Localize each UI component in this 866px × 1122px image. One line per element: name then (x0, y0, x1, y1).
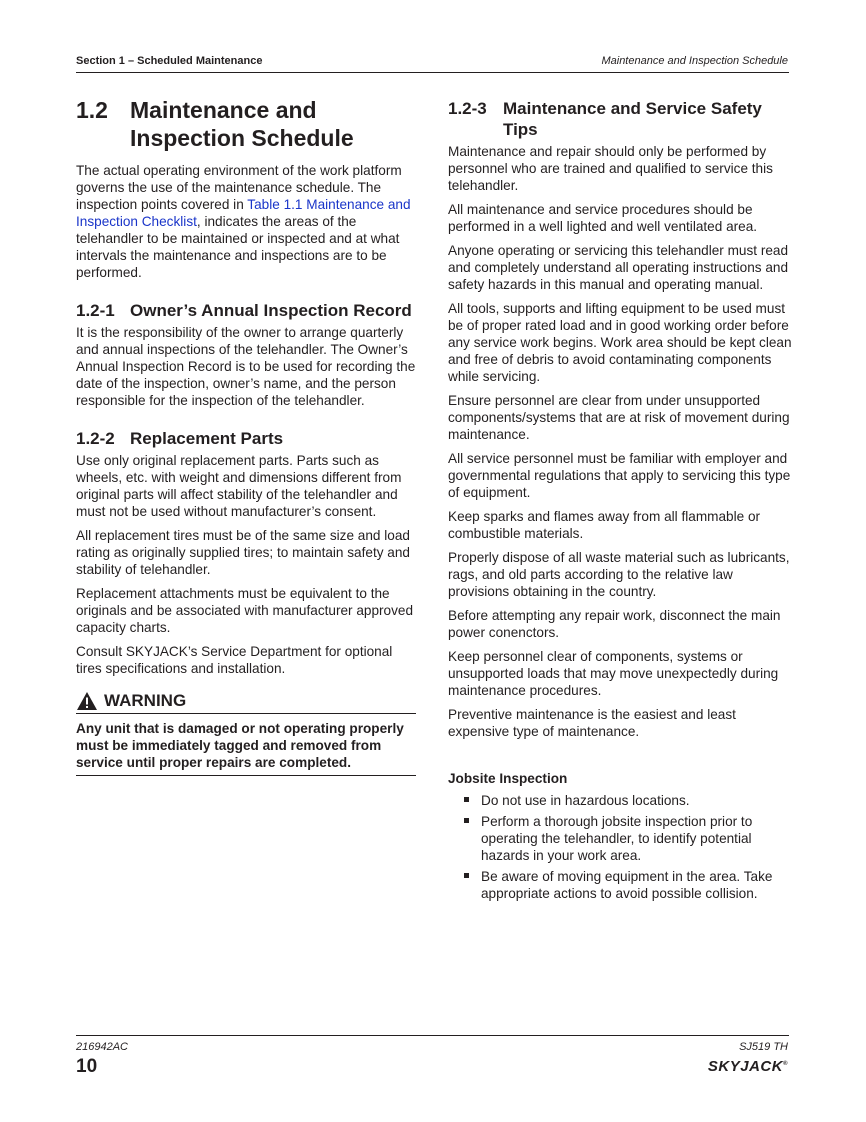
section-1-2-heading (76, 96, 416, 152)
header-section-label: Section 1 – Scheduled Maintenance (76, 55, 263, 67)
warning-text: Any unit that is damaged or not operating properly must be immediately tagged and removed from service until proper repairs are completed. (76, 721, 404, 770)
paragraph: All tools, supports and lifting equipment to be used must be of proper rated load and in good working order before any service work begins. Work area should be kept clean and free of debris to avoid contaminating components while servicing. (448, 301, 792, 384)
left-column (76, 96, 416, 776)
jobsite-list (448, 792, 792, 902)
warning-heading (76, 691, 416, 713)
warning-title: WARNING (104, 691, 187, 710)
section-1-2-1-body: It is the responsibility of the owner to arrange quarterly and annual inspections of the telehandler. The Owner’s Annual Inspection Record is to be used for recording the date of the inspection, owner’s name, and the person responsible for the inspection of the telehandler. (76, 325, 416, 408)
paragraph: Ensure personnel are clear from under unsupported components/systems that are at risk of movement during maintenance. (448, 393, 790, 442)
paragraph: Keep personnel clear of components, systems or unsupported loads that may move unexpectedly during maintenance procedures. (448, 649, 779, 698)
paragraph: Keep sparks and flames away from all flammable or combustible materials. (448, 509, 761, 541)
warning-box (76, 691, 416, 776)
paragraph: Properly dispose of all waste material such as lubricants, rags, and old parts according to the relative law provisions obtaining in the country. (448, 550, 790, 599)
list-item (464, 868, 792, 902)
subsection-number: 1.2-3 (448, 99, 487, 118)
warning-bottom-rule (76, 775, 416, 776)
section-1-2-intro (76, 162, 416, 281)
paragraph: All replacement tires must be of the same size and load rating as originally supplied tires; to maintain safety and stability of telehandler. (76, 528, 410, 577)
paragraph: Before attempting any repair work, disconnect the main power conenctors. (448, 608, 781, 640)
header-divider (76, 72, 789, 73)
subsection-number: 1.2-2 (76, 429, 115, 448)
warning-triangle-icon (76, 691, 98, 711)
list-item (464, 813, 792, 864)
paragraph: Maintenance and repair should only be performed by personnel who are trained and qualified to service this telehandler. (448, 144, 773, 193)
paragraph: Replacement attachments must be equivalent to the originals and be associated with manufacturer approved capacity charts. (76, 586, 414, 635)
bullet-icon (464, 873, 469, 878)
warning-top-rule (76, 713, 416, 714)
list-item-text: Do not use in hazardous locations. (481, 793, 690, 808)
bullet-icon (464, 797, 469, 802)
paragraph: All maintenance and service procedures should be performed in a well lighted and well ventilated area. (448, 202, 758, 234)
paragraph: Anyone operating or servicing this telehandler must read and completely understand all operating instructions and safety hazards in this manual and operating manual. (448, 243, 789, 292)
subsection-title: Replacement Parts (130, 429, 284, 448)
section-number: 1.2 (76, 97, 108, 123)
section-1-2-2-heading (76, 428, 416, 449)
table-1-1-link[interactable]: Table 1.1 Maintenance and Inspection Checklist (76, 197, 411, 229)
section-1-2-1-heading (76, 300, 416, 321)
header-title: Maintenance and Inspection Schedule (601, 55, 788, 67)
intro-text-before: The actual operating environment of the work platform governs the use of the maintenance schedule. The inspection points covered in (76, 163, 402, 212)
right-column (448, 98, 792, 906)
paragraph: Use only original replacement parts. Parts such as wheels, etc. with weight and dimensions different from original parts will affect stability of the telehandler and must not be used without manufacturer’s consent. (76, 453, 402, 519)
logo-registered-mark: ® (783, 1061, 788, 1067)
bullet-icon (464, 818, 469, 823)
intro-text-after: , indicates the areas of the telehandler to be maintained or inspected and at what intervals the maintenance and inspections are to be performed. (76, 214, 400, 280)
logo-text: SKYJACK (707, 1058, 784, 1075)
list-item-text: Perform a thorough jobsite inspection prior to operating the telehandler, to identify potential hazards in your work area. (481, 814, 753, 863)
subsection-number: 1.2-1 (76, 301, 115, 320)
list-item-text: Be aware of moving equipment in the area. Take appropriate actions to avoid possible collision. (481, 869, 773, 901)
list-item (464, 792, 792, 809)
page-number: 10 (76, 1056, 98, 1077)
paragraph: Consult SKYJACK’s Service Department for optional tires specifications and installation. (76, 644, 393, 676)
doc-number: 216942AC (76, 1041, 128, 1053)
skyjack-logo (708, 1058, 788, 1075)
paragraph: Preventive maintenance is the easiest and least expensive type of maintenance. (448, 707, 736, 739)
paragraph: All service personnel must be familiar with employer and governmental regulations that apply to servicing this type of equipment. (448, 451, 791, 500)
model-label: SJ519 TH (739, 1041, 788, 1053)
section-1-2-3-heading (448, 98, 792, 140)
jobsite-inspection-heading: Jobsite Inspection (448, 771, 568, 786)
subsection-title: Owner’s Annual Inspection Record (130, 301, 412, 320)
section-title: Maintenance and Inspection Schedule (130, 97, 354, 151)
footer-divider (76, 1035, 789, 1036)
subsection-title: Maintenance and Service Safety Tips (503, 99, 762, 139)
